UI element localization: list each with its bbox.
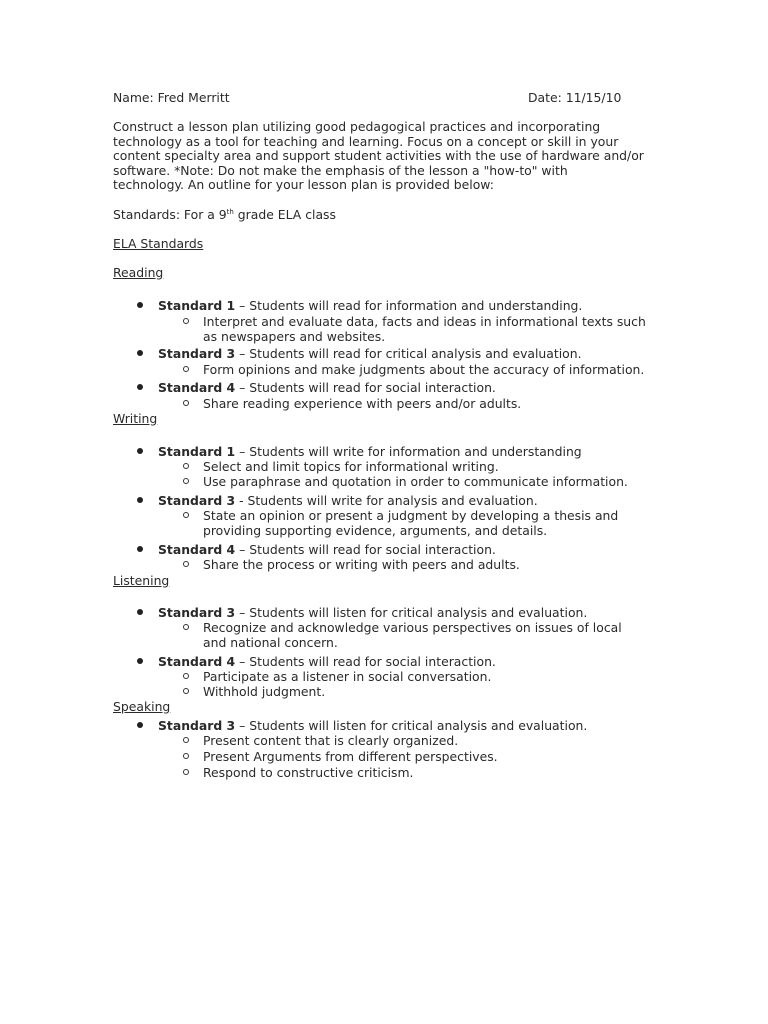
sub-item: Recognize and acknowledge various perspectives on issues of local: [203, 620, 622, 635]
intro-line: Construct a lesson plan utilizing good pedagogical practices and incorporating: [113, 119, 601, 134]
circle-bullet-icon: [183, 478, 189, 484]
circle-bullet-icon: [183, 624, 189, 630]
sub-item: Present Arguments from different perspectives.: [203, 749, 498, 764]
sub-item: Withhold judgment.: [203, 684, 326, 699]
standard-text: – Students will write for information and understanding: [235, 444, 582, 459]
bullet-icon: [137, 722, 143, 728]
intro-line: software. *Note: Do not make the emphasis of the lesson a "how-to" with: [113, 163, 568, 178]
standard-label: Standard 3: [158, 718, 236, 733]
section-heading-speaking: Speaking: [113, 699, 171, 714]
intro-line: technology. An outline for your lesson plan is provided below:: [113, 177, 494, 192]
sub-item: Select and limit topics for informational writing.: [203, 459, 499, 474]
standard-label: Standard 4: [158, 542, 236, 557]
standard-text: – Students will listen for critical analysis and evaluation.: [235, 605, 588, 620]
standards-prefix: Standards: For a 9: [113, 207, 227, 222]
bullet-icon: [137, 448, 143, 454]
standard-item: [158, 542, 496, 557]
standard-label: Standard 4: [158, 654, 236, 669]
ela-standards-heading: ELA Standards: [113, 236, 204, 251]
section-heading-reading: Reading: [113, 265, 164, 280]
standard-label: Standard 3: [158, 346, 236, 361]
standard-text: - Students will write for analysis and evaluation.: [235, 493, 538, 508]
sub-item: Respond to constructive criticism.: [203, 765, 414, 780]
standard-item: [158, 493, 538, 508]
ordinal-suffix: th: [226, 207, 234, 216]
sub-item: Participate as a listener in social conversation.: [203, 669, 492, 684]
intro-line: technology as a tool for teaching and learning. Focus on a concept or skill in your: [113, 134, 619, 149]
standard-text: – Students will read for social interaction.: [235, 380, 496, 395]
sub-item: State an opinion or present a judgment by developing a thesis and: [203, 508, 619, 523]
standard-item: [158, 444, 582, 459]
bullet-icon: [137, 497, 143, 503]
bullet-icon: [137, 302, 143, 308]
standard-text: – Students will read for social interaction.: [235, 542, 496, 557]
circle-bullet-icon: [183, 366, 189, 372]
circle-bullet-icon: [183, 463, 189, 469]
circle-bullet-icon: [183, 688, 189, 694]
standard-text: – Students will read for information and understanding.: [235, 298, 583, 313]
standard-label: Standard 1: [158, 298, 236, 313]
standards-line: [113, 207, 336, 222]
sub-item-continued: providing supporting evidence, arguments, and details.: [203, 523, 548, 538]
standard-label: Standard 1: [158, 444, 236, 459]
sub-item: Interpret and evaluate data, facts and ideas in informational texts such: [203, 314, 646, 329]
name-field: Name: Fred Merritt: [113, 90, 230, 105]
circle-bullet-icon: [183, 737, 189, 743]
date-field: Date: 11/15/10: [528, 90, 622, 105]
circle-bullet-icon: [183, 561, 189, 567]
bullet-icon: [137, 609, 143, 615]
standard-label: Standard 4: [158, 380, 236, 395]
sub-item-continued: and national concern.: [203, 635, 338, 650]
sub-item: Use paraphrase and quotation in order to communicate information.: [203, 474, 628, 489]
bullet-icon: [137, 546, 143, 552]
sub-item: Present content that is clearly organized.: [203, 733, 459, 748]
standard-item: [158, 380, 496, 395]
circle-bullet-icon: [183, 769, 189, 775]
sub-item: Share the process or writing with peers and adults.: [203, 557, 520, 572]
section-heading-writing: Writing: [113, 411, 158, 426]
standards-suffix: grade ELA class: [233, 207, 336, 222]
standard-item: [158, 346, 582, 361]
sub-item: Form opinions and make judgments about the accuracy of information.: [203, 362, 645, 377]
circle-bullet-icon: [183, 400, 189, 406]
standard-label: Standard 3: [158, 605, 236, 620]
sub-item: Share reading experience with peers and/or adults.: [203, 396, 522, 411]
standard-text: – Students will read for social interaction.: [235, 654, 496, 669]
standard-item: [158, 298, 582, 313]
circle-bullet-icon: [183, 512, 189, 518]
sub-item-continued: as newspapers and websites.: [203, 329, 386, 344]
standard-item: [158, 605, 587, 620]
circle-bullet-icon: [183, 673, 189, 679]
standard-text: – Students will read for critical analysis and evaluation.: [235, 346, 582, 361]
section-heading-listening: Listening: [113, 573, 170, 588]
standard-item: [158, 718, 587, 733]
bullet-icon: [137, 384, 143, 390]
bullet-icon: [137, 658, 143, 664]
intro-line: content specialty area and support student activities with the use of hardware and/or: [113, 148, 644, 163]
circle-bullet-icon: [183, 318, 189, 324]
bullet-icon: [137, 350, 143, 356]
standard-text: – Students will listen for critical analysis and evaluation.: [235, 718, 588, 733]
standard-label: Standard 3: [158, 493, 236, 508]
standard-item: [158, 654, 496, 669]
circle-bullet-icon: [183, 753, 189, 759]
